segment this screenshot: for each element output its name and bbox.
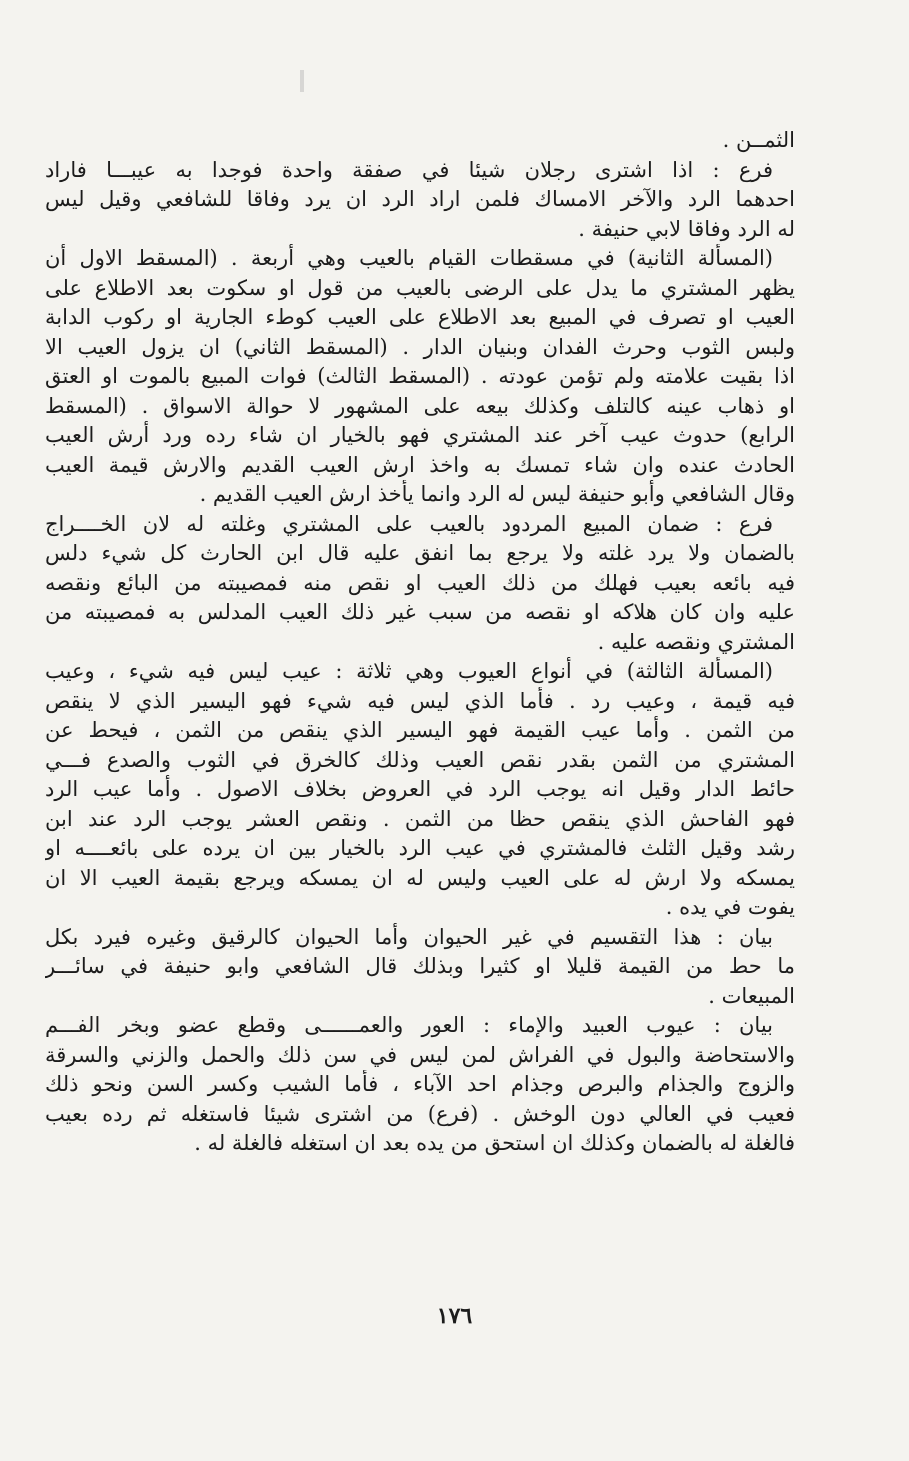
text-line: بيان : عيوب العبيد والإماء : العور والعمــــــى وقطع عضو وبخر الفـــم — [45, 1013, 773, 1037]
text-line: او ذهاب عينه كالتلف وكذلك بيعه على المشهور لا حوالة الاسواق . (المسقط — [45, 393, 795, 418]
text-line: اذا بقيت علامته ولم تؤمن عودته . (المسقط الثالث) فوات المبيع بالموت او العتق — [45, 364, 795, 388]
text-line: والاستحاضة والبول في الفراش لمن ليس في سن ذلك والحمل والزني والسرقة — [45, 1042, 795, 1067]
text-line: احدهما الرد والآخر الامساك فلمن اراد الرد ان يرد وفاقا للشافعي وقيل ليس — [45, 187, 795, 211]
text-line: (المسألة الثالثة) في أنواع العيوب وهي ثلاثة : عيب ليس فيه شيء ، وعيب — [45, 659, 773, 683]
page-number: ١٧٦ — [436, 1303, 473, 1329]
text-line: وقال الشافعي وأبو حنيفة ليس له الرد وانما يأخذ ارش العيب القديم . — [199, 482, 795, 506]
text-line: المشتري من الثمن بقدر نقص العيب وذلك كالخرق في الثوب والصدع فـــي — [45, 747, 795, 772]
text-line: يظهر المشتري ما يدل على الرضى بالعيب من قول او سكوت بعد الاطلاع على — [45, 275, 795, 300]
text-line: بيان : هذا التقسيم في غير الحيوان وأما الحيوان كالرقيق وغيره فيرد بكل — [45, 924, 773, 949]
text-line: فعيب في العالي دون الوخش . (فرع) من اشترى شيئا فاستغله ثم رده بعيب — [45, 1101, 795, 1126]
text-line: عليه وان كان هلاكه او نقصه من سبب غير ذلك العيب المدلس به فمصيبته من — [45, 600, 795, 624]
text-line: فالغلة له بالضمان وكذلك ان استحق من يده بعد ان استغله فالغلة له . — [194, 1131, 795, 1155]
text-line: فهو الفاحش الذي ينقص حظا من الثمن . ونقص العشر يوجب الرد عند ابن — [45, 806, 795, 831]
text-line: المشتري ونقصه عليه . — [597, 629, 795, 654]
text-line: الحادث عنده وان شاء تمسك به واخذ ارش العيب القديم والارش قيمة العيب — [45, 452, 795, 477]
text-line: من الثمن . وأما عيب القيمة فهو اليسير الذي ينقص من الثمن ، فيحط عن — [45, 718, 795, 742]
text-line: العيب او تصرف في المبيع بعد الاطلاع على العيب كوطء الجارية او ركوب الدابة — [45, 305, 795, 329]
scan-mark — [300, 70, 304, 92]
text-line: له الرد وفاقا لابي حنيفة . — [578, 216, 795, 241]
text-line: فرع : اذا اشترى رجلان شيئا في صفقة واحدة فوجدا به عيبـــا فاراد — [45, 157, 773, 182]
text-line: ما حط من القيمة قليلا او كثيرا وبذلك قال الشافعي وابو حنيفة في سائـــر — [45, 954, 795, 978]
text-line: ولبس الثوب وحرث الفدان وبنيان الدار . (المسقط الثاني) ان يزول العيب الا — [45, 334, 795, 359]
text-line: فيه بائعه بعيب فهلك من ذلك العيب او نقص منه فمصيبته من البائع ونقصه — [45, 570, 795, 595]
text-line: فيه قيمة ، وعيب رد . فأما الذي ليس فيه شيء فهو اليسير الذي لا ينقص — [45, 688, 795, 713]
text-line: المبيعات . — [708, 983, 795, 1008]
text-line: الرابع) حدوث عيب آخر عند المشتري فهو بالخيار ان شاء رده ورد أرش العيب — [45, 423, 795, 447]
text-line: يمسكه ولا ارش له على العيب وليس له ان يمسكه ويرجع بقيمة العيب الا ان — [45, 865, 795, 890]
body-text — [45, 126, 795, 1159]
text-line: والزوج والجذام والبرص وجذام احد الآباء ، فأما الشيب وكسر السن ونحو ذلك — [45, 1072, 795, 1096]
text-line: الثمــن . — [722, 128, 795, 152]
text-line: بالضمان ولا يرد غلته ولا يرجع بما انفق عليه قال ابن الحارث كل شيء دلس — [45, 541, 795, 565]
text-line: حائط الدار وقيل انه يوجب الرد في العروض بخلاف الاصول . وأما عيب الرد — [45, 777, 795, 801]
text-line: (المسألة الثانية) في مسقطات القيام بالعيب وهي أربعة . (المسقط الاول أن — [45, 246, 773, 270]
text-line: فرع : ضمان المبيع المردود بالعيب على المشتري وغلته له لان الخــــراج — [45, 511, 773, 536]
text-line: يفوت في يده . — [665, 895, 795, 919]
text-line: رشد وقيل الثلث فالمشتري في عيب الرد بالخيار بين ان يرده على بائعــــه او — [45, 836, 795, 860]
